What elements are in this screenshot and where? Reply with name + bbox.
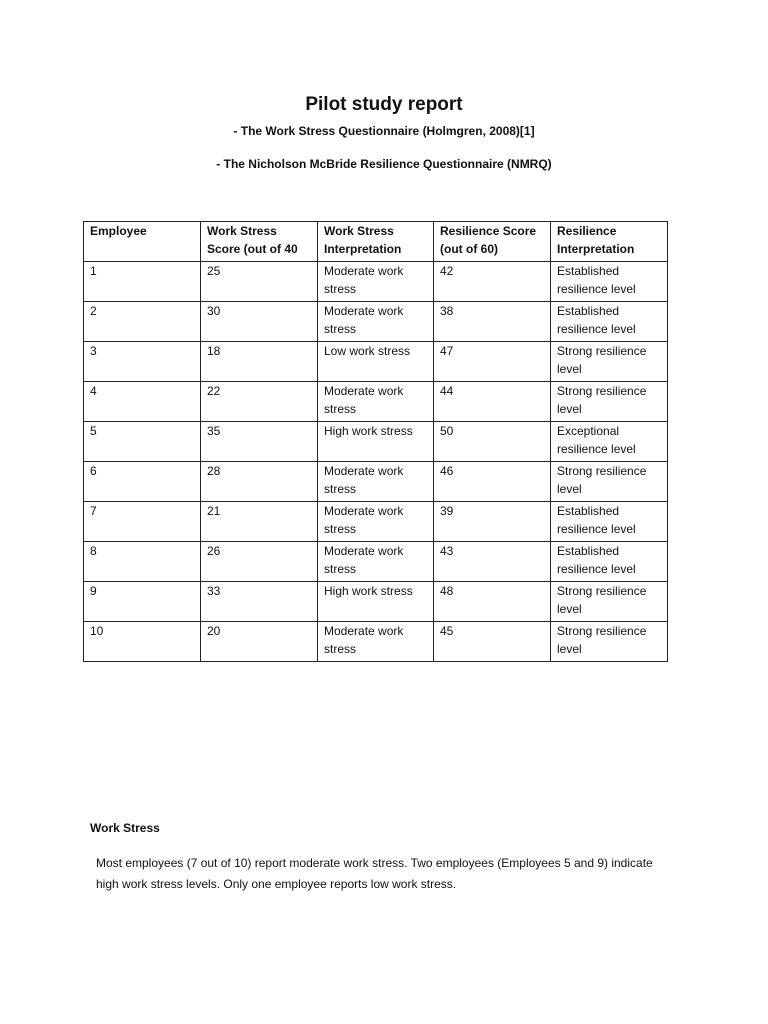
- table-row: [84, 582, 668, 622]
- cell-work-stress-score: 26: [201, 542, 318, 582]
- column-header-work-stress-interpretation: Work Stress Interpretation: [318, 222, 434, 262]
- cell-resilience-interpretation: Established resilience level: [551, 262, 668, 302]
- cell-work-stress-score: 20: [201, 622, 318, 662]
- cell-work-stress-interpretation: High work stress: [318, 582, 434, 622]
- table-row: [84, 502, 668, 542]
- cell-employee: 10: [84, 622, 201, 662]
- section-heading-work-stress: Work Stress: [90, 821, 160, 835]
- cell-employee: 5: [84, 422, 201, 462]
- cell-resilience-score: 43: [434, 542, 551, 582]
- table-row: [84, 302, 668, 342]
- page-title: Pilot study report: [305, 94, 463, 115]
- cell-resilience-score: 46: [434, 462, 551, 502]
- cell-work-stress-interpretation: High work stress: [318, 422, 434, 462]
- cell-work-stress-score: 28: [201, 462, 318, 502]
- column-header-resilience-score: Resilience Score (out of 60): [434, 222, 551, 262]
- table-row: [84, 342, 668, 382]
- cell-resilience-interpretation: Strong resilience level: [551, 462, 668, 502]
- column-header-work-stress-score: Work Stress Score (out of 40: [201, 222, 318, 262]
- table-row: [84, 462, 668, 502]
- cell-resilience-score: 47: [434, 342, 551, 382]
- cell-work-stress-interpretation: Moderate work stress: [318, 262, 434, 302]
- cell-resilience-interpretation: Strong resilience level: [551, 582, 668, 622]
- cell-work-stress-interpretation: Moderate work stress: [318, 462, 434, 502]
- table-row: [84, 422, 668, 462]
- cell-work-stress-score: 30: [201, 302, 318, 342]
- subtitle-work-stress-questionnaire: - The Work Stress Questionnaire (Holmgren, 2008)[1]: [233, 124, 535, 138]
- cell-work-stress-score: 21: [201, 502, 318, 542]
- cell-work-stress-score: 25: [201, 262, 318, 302]
- cell-work-stress-interpretation: Low work stress: [318, 342, 434, 382]
- cell-resilience-interpretation: Strong resilience level: [551, 622, 668, 662]
- cell-resilience-score: 45: [434, 622, 551, 662]
- cell-employee: 6: [84, 462, 201, 502]
- cell-resilience-interpretation: Exceptional resilience level: [551, 422, 668, 462]
- cell-employee: 4: [84, 382, 201, 422]
- results-table: [83, 221, 668, 662]
- cell-employee: 1: [84, 262, 201, 302]
- cell-employee: 3: [84, 342, 201, 382]
- cell-resilience-interpretation: Established resilience level: [551, 302, 668, 342]
- cell-resilience-score: 44: [434, 382, 551, 422]
- cell-work-stress-score: 18: [201, 342, 318, 382]
- section-paragraph-work-stress: Most employees (7 out of 10) report moderate work stress. Two employees (Employees 5 and 9) indicate high work stress levels. Only one employee reports low work stress.: [96, 856, 653, 891]
- column-header-employee: Employee: [84, 222, 201, 262]
- cell-resilience-score: 50: [434, 422, 551, 462]
- cell-resilience-score: 42: [434, 262, 551, 302]
- table-row: [84, 622, 668, 662]
- cell-work-stress-interpretation: Moderate work stress: [318, 542, 434, 582]
- cell-employee: 2: [84, 302, 201, 342]
- cell-work-stress-interpretation: Moderate work stress: [318, 622, 434, 662]
- cell-resilience-score: 38: [434, 302, 551, 342]
- cell-resilience-score: 48: [434, 582, 551, 622]
- cell-work-stress-interpretation: Moderate work stress: [318, 302, 434, 342]
- cell-employee: 7: [84, 502, 201, 542]
- cell-work-stress-score: 22: [201, 382, 318, 422]
- cell-resilience-interpretation: Established resilience level: [551, 502, 668, 542]
- table-row: [84, 262, 668, 302]
- cell-work-stress-interpretation: Moderate work stress: [318, 502, 434, 542]
- table-row: [84, 542, 668, 582]
- cell-employee: 9: [84, 582, 201, 622]
- cell-work-stress-interpretation: Moderate work stress: [318, 382, 434, 422]
- table-header-row: [84, 222, 668, 262]
- cell-employee: 8: [84, 542, 201, 582]
- table-row: [84, 382, 668, 422]
- cell-resilience-interpretation: Strong resilience level: [551, 342, 668, 382]
- cell-resilience-interpretation: Established resilience level: [551, 542, 668, 582]
- cell-resilience-interpretation: Strong resilience level: [551, 382, 668, 422]
- cell-work-stress-score: 35: [201, 422, 318, 462]
- cell-resilience-score: 39: [434, 502, 551, 542]
- cell-work-stress-score: 33: [201, 582, 318, 622]
- subtitle-resilience-questionnaire: - The Nicholson McBride Resilience Questionnaire (NMRQ): [216, 157, 552, 171]
- column-header-resilience-interpretation: Resilience Interpretation: [551, 222, 668, 262]
